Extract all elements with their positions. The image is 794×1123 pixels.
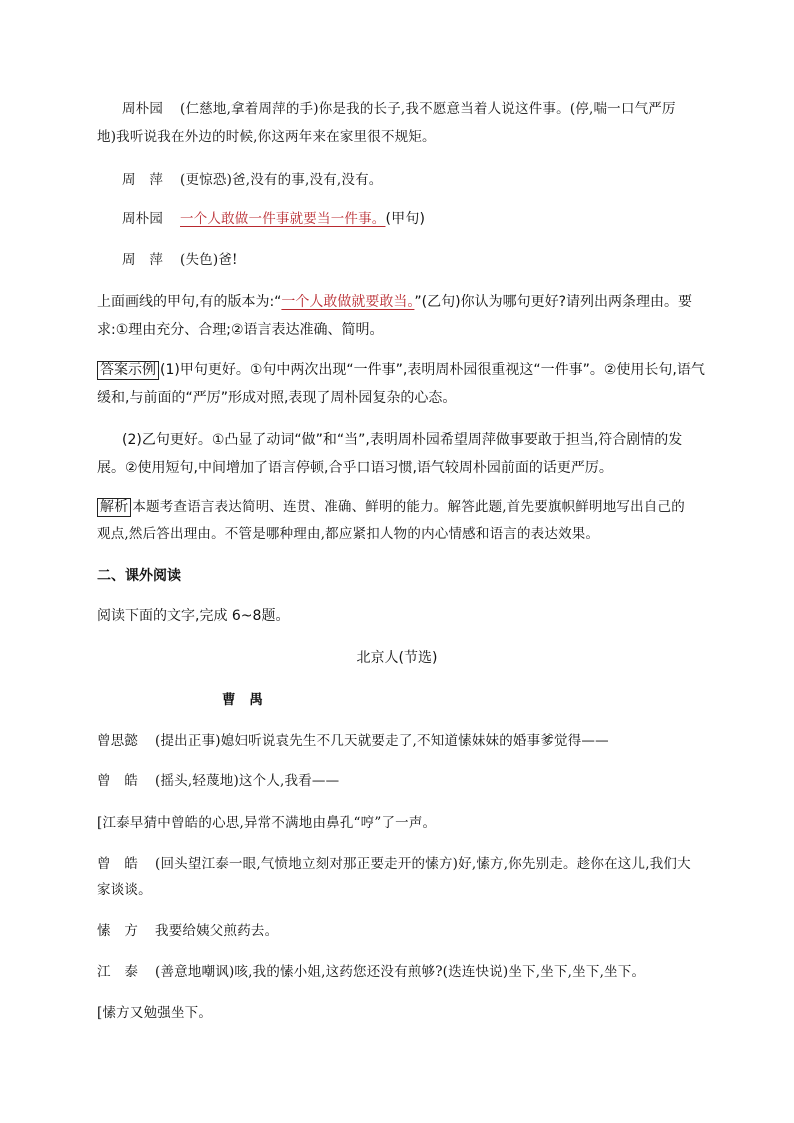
passage-title: 北京人(节选) [356,650,438,666]
speaker-name: 江 泰 [97,964,139,980]
dialogue-line [122,209,425,229]
dialogue-line [97,921,278,941]
analysis-tag: 解析 [97,498,131,517]
dialogue-line [122,250,238,270]
speaker-name: 周 萍 [122,172,164,188]
speaker-name: 周朴园 [122,101,164,117]
question-prefix: 上面画线的甲句,有的版本为:“ [97,294,282,310]
dialogue-text: 我要给姨父煎药去。 [155,923,279,939]
section-intro: 阅读下面的文字,完成 6~8题。 [97,608,290,624]
dialogue-text: (提出正事)媳妇听说袁先生不几天就要走了,不知道愫妹妹的婚事爹觉得—— [155,733,609,749]
answer-text: (1)甲句更好。①句中两次出现“一件事”,表明周朴园很重视这“一件事”。②使用长句,语气 [160,362,705,378]
underlined-sentence-yi: 一个人敢做就要敢当。 [281,294,415,310]
speaker-name: 周 萍 [122,252,164,268]
answer-tag: 答案示例 [97,361,159,380]
sentence-label: (甲句) [385,211,426,227]
speaker-name: 愫 方 [97,923,139,939]
answer-line: (2)乙句更好。①凸显了动词“做”和“当”,表明周朴园希望周萍做事要敢于担当,符合剧情的发 [122,432,683,448]
speaker-name: 曾思懿 [97,733,139,749]
dialogue-line [122,99,676,119]
dialogue-text: (善意地嘲讽)咳,我的愫小姐,这药您还没有煎够?(迭连快说)坐下,坐下,坐下,坐下。 [155,964,646,980]
analysis-line: 观点,然后答出理由。不管是哪种理由,都应紧扣人物的内心情感和语言的表达效果。 [97,526,600,542]
passage-author: 曹 禺 [222,692,264,708]
dialogue-text: (失色)爸! [180,252,238,268]
dialogue-line [97,962,645,982]
analysis-text: 本题考查语言表达简明、连贯、准确、鲜明的能力。解答此题,首先要旗帜鲜明地写出自己的 [132,499,685,515]
dialogue-line [122,170,383,190]
answer-line [97,360,705,380]
dialogue-text: (回头望江泰一眼,气愤地立刻对那正要走开的愫方)好,愫方,你先别走。趁你在这儿,我们大 [155,856,691,872]
stage-direction: [愫方又勉强坐下。 [97,1005,213,1021]
dialogue-continuation: 地)我听说我在外边的时候,你这两年来在家里很不规矩。 [97,129,436,145]
question-requirements: 求:①理由充分、合理;②语言表达准确、简明。 [97,322,384,338]
question-text [97,292,692,312]
stage-direction: [江泰早猜中曾皓的心思,异常不满地由鼻孔“哼”了一声。 [97,815,437,831]
section-heading: 二、课外阅读 [97,568,181,584]
dialogue-line [97,771,339,791]
speaker-name: 周朴园 [122,211,164,227]
speaker-name: 曾 皓 [97,773,139,789]
speaker-name: 曾 皓 [97,856,139,872]
dialogue-line [97,731,609,751]
analysis-line [97,497,685,517]
answer-line: 缓和,与前面的“严厉”形成对照,表现了周朴园复杂的心态。 [97,390,457,406]
answer-line: 展。②使用短句,中间增加了语言停顿,合乎口语习惯,语气较周朴园前面的话更严厉。 [97,460,613,476]
dialogue-text: (更惊恐)爸,没有的事,没有,没有。 [180,172,383,188]
dialogue-text: (摇头,轻蔑地)这个人,我看—— [155,773,340,789]
question-suffix: ”(乙句)你认为哪句更好?请列出两条理由。要 [414,294,693,310]
underlined-sentence-jia: 一个人敢做一件事就要当一件事。 [180,211,386,227]
dialogue-text: (仁慈地,拿着周萍的手)你是我的长子,我不愿意当着人说这件事。(停,喘一口气严厉 [180,101,676,117]
dialogue-line [97,854,691,874]
dialogue-continuation: 家谈谈。 [97,882,152,898]
